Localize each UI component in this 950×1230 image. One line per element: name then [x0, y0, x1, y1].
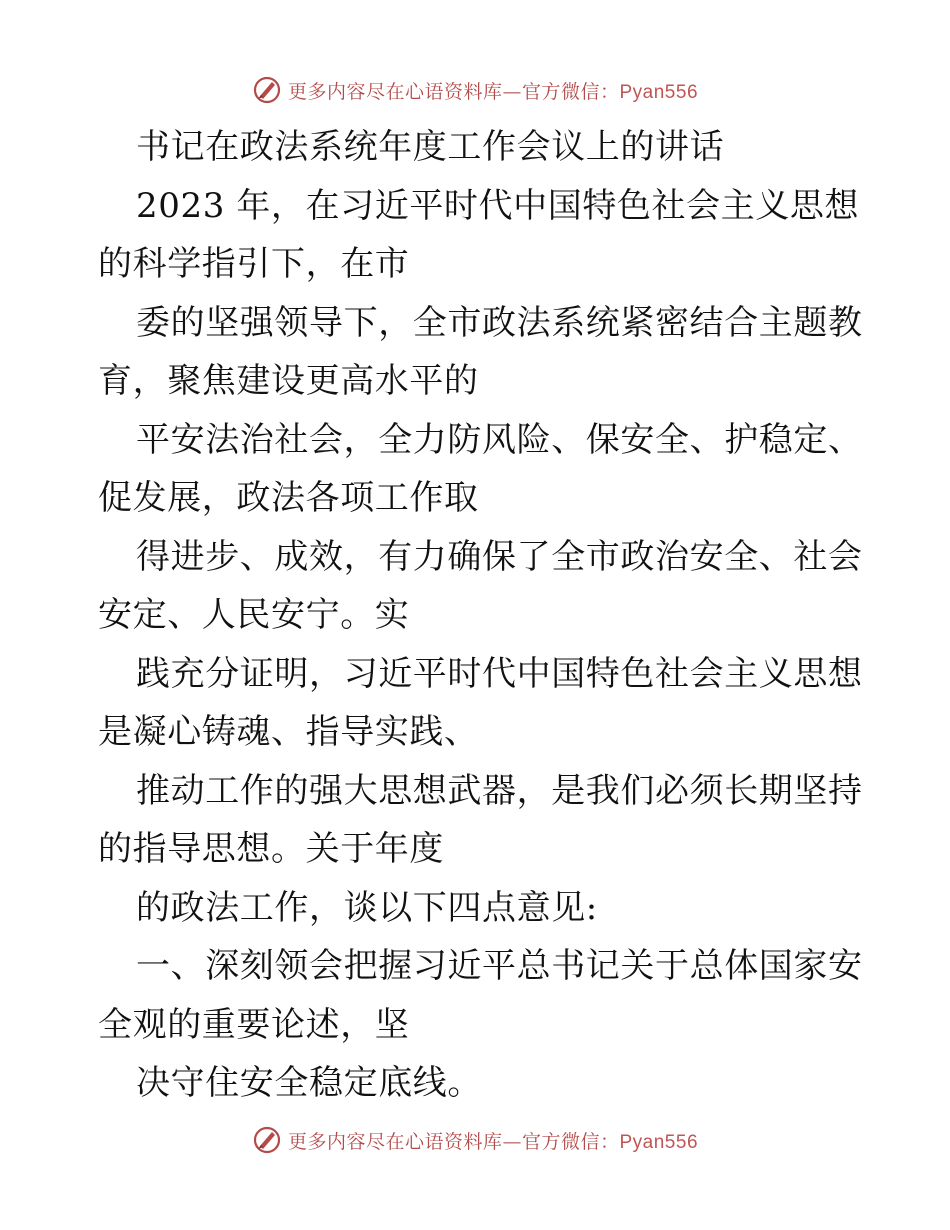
text-line: 促发展，政法各项工作取: [98, 478, 479, 518]
text-line: 决守住安全稳定底线。: [136, 1063, 482, 1103]
text-line: 委的坚强领导下，全市政法系统紧密结合主题教: [136, 302, 863, 343]
document-title: 书记在政法系统年度工作会议上的讲话: [136, 127, 725, 167]
text-line: 2023 年，在习近平时代中国特色社会主义思想: [136, 185, 860, 226]
footer-watermark: [0, 1120, 950, 1160]
text-line: 平安法治社会，全力防风险、保安全、护稳定、: [136, 419, 863, 460]
text-line: 育，聚焦建设更高水平的: [98, 361, 479, 401]
watermark-separator: —: [502, 1130, 522, 1153]
watermark-wechat-label: 官方微信：: [521, 1130, 620, 1153]
watermark-text: [288, 1127, 698, 1154]
watermark-wechat-label: 官方微信：: [521, 80, 620, 103]
text-line: 的科学指引下，在市: [98, 244, 410, 284]
header-watermark: [0, 70, 950, 110]
watermark-site-text: 更多内容尽在心语资料库: [287, 80, 503, 103]
text-line: 是凝心铸魂、指导实践、: [98, 712, 479, 752]
text-line: 推动工作的强大思想武器，是我们必须长期坚持: [136, 770, 863, 811]
text-line: 的指导思想。关于年度: [98, 829, 444, 869]
text-line: 践充分证明，习近平时代中国特色社会主义思想: [136, 653, 863, 694]
document-body: [98, 118, 863, 1113]
watermark-site-text: 更多内容尽在心语资料库: [287, 1130, 503, 1153]
watermark-text: [288, 77, 698, 104]
section-heading: 一、深刻领会把握习近平总书记关于总体国家安: [136, 946, 863, 986]
watermark-separator: —: [502, 80, 522, 103]
watermark-wechat-id: Pyan556: [619, 81, 699, 103]
text-line: 的政法工作，谈以下四点意见:: [136, 887, 598, 928]
logo-icon: [252, 75, 282, 105]
text-line: 安定、人民安宁。实: [98, 595, 410, 635]
text-line: 得进步、成效，有力确保了全市政治安全、社会: [136, 536, 863, 577]
logo-icon: [252, 1125, 282, 1155]
watermark-wechat-id: Pyan556: [619, 1131, 699, 1153]
text-line: 全观的重要论述，坚: [98, 1004, 410, 1045]
